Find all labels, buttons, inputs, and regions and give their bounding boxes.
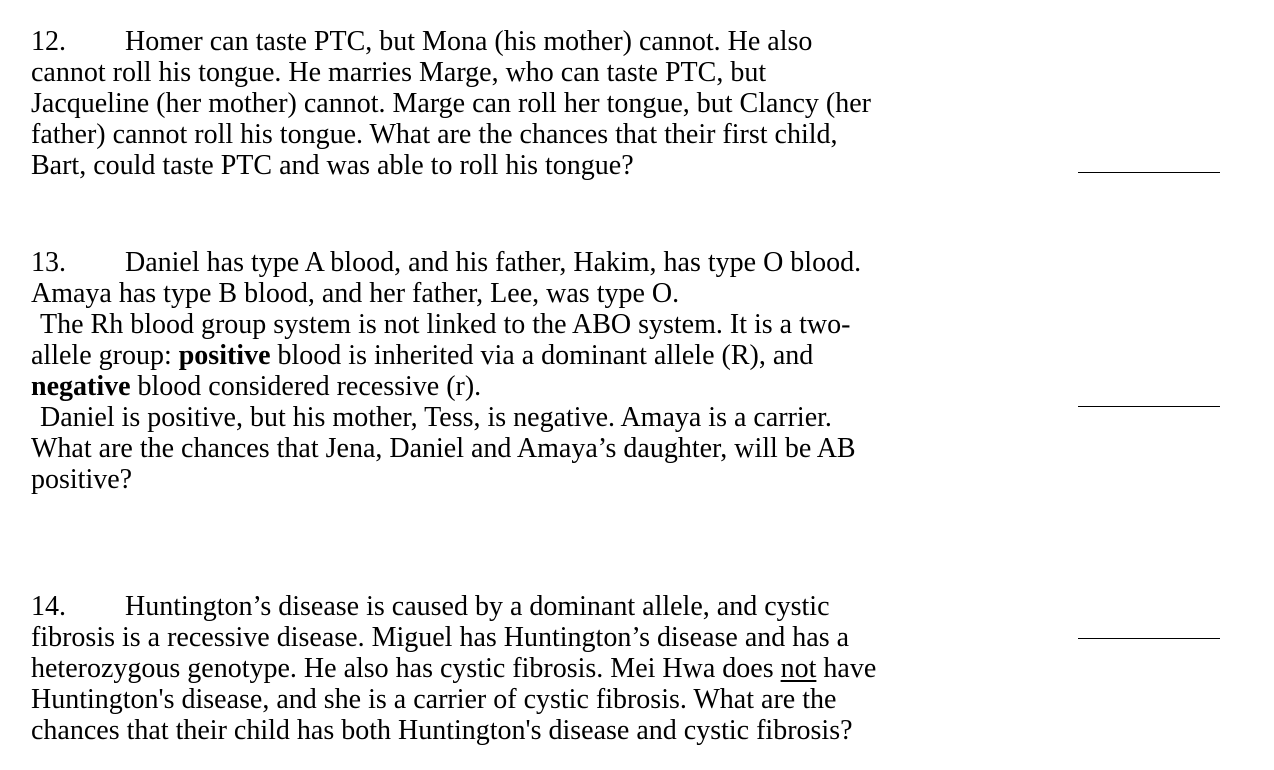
question-12-line-5: Bart, could taste PTC and was able to roll his tongue? bbox=[31, 150, 634, 181]
question-13-text-1: Daniel has type A blood, and his father, Hakim, has type O blood. bbox=[125, 247, 862, 278]
question-12 bbox=[31, 26, 981, 181]
question-14 bbox=[31, 591, 981, 746]
question-14-text-3-end: have bbox=[816, 653, 877, 684]
question-14-text-3: heterozygous genotype. He also has cystic fibrosis. Mei Hwa does bbox=[31, 653, 781, 684]
question-14-line-1 bbox=[31, 591, 981, 622]
question-12-line-2: cannot roll his tongue. He marries Marge, who can taste PTC, but bbox=[31, 57, 767, 88]
question-13-line-7: What are the chances that Jena, Daniel and Amaya’s daughter, will be AB bbox=[31, 433, 856, 464]
question-14-number: 14. bbox=[31, 591, 66, 622]
not-emphasis: not bbox=[780, 653, 817, 684]
question-13-number: 13. bbox=[31, 247, 66, 278]
answer-blank-12[interactable] bbox=[1078, 172, 1220, 173]
question-13-line-3: The Rh blood group system is not linked to the ABO system. It is a two- bbox=[40, 309, 851, 340]
positive-term: positive bbox=[178, 340, 271, 371]
question-13-allele-group-text: allele group: bbox=[31, 340, 179, 371]
question-13-line-2: Amaya has type B blood, and her father, Lee, was type O. bbox=[31, 278, 680, 309]
question-13-line-5 bbox=[31, 371, 981, 402]
answer-blank-14[interactable] bbox=[1078, 638, 1220, 639]
question-12-line-1 bbox=[31, 26, 981, 57]
question-14-line-3 bbox=[31, 653, 981, 684]
question-13-line-1 bbox=[31, 247, 981, 278]
question-12-line-4: father) cannot roll his tongue. What are the chances that their first child, bbox=[31, 119, 838, 150]
negative-term: negative bbox=[31, 371, 131, 402]
question-13-negative-desc: blood considered recessive (r). bbox=[130, 371, 482, 402]
question-13-line-4 bbox=[31, 340, 981, 371]
question-14-text-1: Huntington’s disease is caused by a dominant allele, and cystic bbox=[125, 591, 830, 622]
question-14-line-4: Huntington's disease, and she is a carrier of cystic fibrosis. What are the bbox=[31, 684, 837, 715]
answer-blank-13[interactable] bbox=[1078, 406, 1220, 407]
question-13-positive-desc: blood is inherited via a dominant allele (R), and bbox=[270, 340, 814, 371]
question-13 bbox=[31, 247, 981, 495]
question-12-number: 12. bbox=[31, 26, 66, 57]
question-13-line-6: Daniel is positive, but his mother, Tess, is negative. Amaya is a carrier. bbox=[40, 402, 832, 433]
question-14-line-2: fibrosis is a recessive disease. Miguel has Huntington’s disease and has a bbox=[31, 622, 850, 653]
question-14-line-5: chances that their child has both Huntington's disease and cystic fibrosis? bbox=[31, 715, 853, 746]
question-12-text-1: Homer can taste PTC, but Mona (his mother) cannot. He also bbox=[125, 26, 813, 57]
question-12-line-3: Jacqueline (her mother) cannot. Marge can roll her tongue, but Clancy (her bbox=[31, 88, 871, 119]
question-13-line-8: positive? bbox=[31, 464, 133, 495]
